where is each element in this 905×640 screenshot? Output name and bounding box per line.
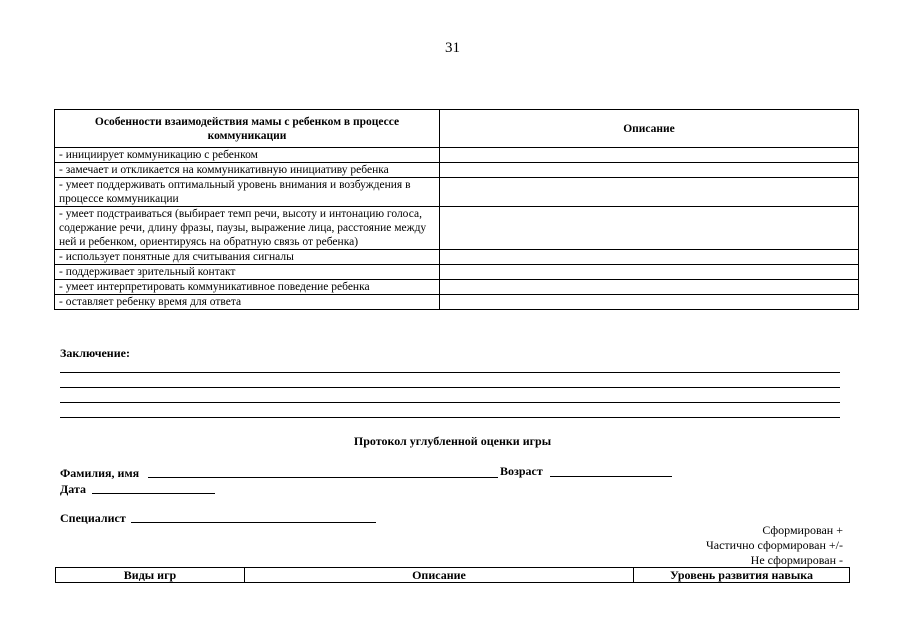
table-row — [55, 207, 859, 250]
date-label: Дата — [60, 482, 86, 496]
table-cell-feature: - поддерживает зрительный контакт — [55, 265, 440, 280]
surname-label: Фамилия, имя — [60, 466, 140, 480]
conclusion-line[interactable] — [60, 372, 840, 373]
table-cell-description[interactable] — [440, 148, 859, 163]
table-cell-description[interactable] — [440, 207, 859, 250]
table-cell-feature: - оставляет ребенку время для ответа — [55, 295, 440, 310]
conclusion-label: Заключение: — [60, 346, 130, 360]
table-cell-feature: - замечает и откликается на коммуникативную инициативу ребенка — [55, 163, 440, 178]
date-field[interactable] — [92, 493, 215, 494]
table-col-description-header: Описание — [440, 110, 859, 148]
games-table — [55, 567, 850, 583]
table-row — [55, 148, 859, 163]
conclusion-line[interactable] — [60, 387, 840, 388]
conclusion-line[interactable] — [60, 417, 840, 418]
age-field[interactable] — [550, 476, 672, 477]
specialist-field[interactable] — [131, 522, 376, 523]
table-cell-description[interactable] — [440, 265, 859, 280]
table-row — [55, 280, 859, 295]
table-cell-description[interactable] — [440, 163, 859, 178]
table-header-row — [56, 568, 850, 583]
table-row — [55, 295, 859, 310]
table-col-skill-level-header: Уровень развития навыка — [634, 568, 850, 583]
table-cell-feature: - умеет интерпретировать коммуникативное поведение ребенка — [55, 280, 440, 295]
conclusion-line[interactable] — [60, 402, 840, 403]
table-row — [55, 163, 859, 178]
page-number: 31 — [445, 40, 460, 56]
table-row — [55, 178, 859, 207]
specialist-label: Специалист — [60, 511, 126, 525]
table-row — [55, 265, 859, 280]
table-cell-feature: - инициирует коммуникацию с ребенком — [55, 148, 440, 163]
table-cell-description[interactable] — [440, 250, 859, 265]
table-cell-feature: - использует понятные для считывания сигналы — [55, 250, 440, 265]
protocol-title: Протокол углубленной оценки игры — [353, 434, 552, 448]
table-cell-description[interactable] — [440, 178, 859, 207]
table-col-game-types-header: Виды игр — [56, 568, 245, 583]
table-col-features-header: Особенности взаимодействия мамы с ребенком в процессе коммуникации — [55, 110, 440, 148]
table-cell-description[interactable] — [440, 280, 859, 295]
table-row — [55, 250, 859, 265]
table-cell-description[interactable] — [440, 295, 859, 310]
surname-field[interactable] — [148, 477, 498, 478]
table-header-row — [55, 110, 859, 148]
table-col-description-header: Описание — [245, 568, 634, 583]
legend-formed: Сформирован + — [762, 523, 843, 537]
table-cell-feature: - умеет подстраиваться (выбирает темп речи, высоту и интонацию голоса, содержание речи, длину фразы, паузы, выражение лица, расстояние между ней и ребенком, ориентируясь на обратную связь от ребенка) — [55, 207, 440, 250]
table-cell-feature: - умеет поддерживать оптимальный уровень внимания и возбуждения в процессе коммуникации — [55, 178, 440, 207]
age-label: Возраст — [500, 464, 543, 478]
interaction-table — [54, 109, 859, 310]
legend-partially-formed: Частично сформирован +/- — [705, 538, 843, 552]
legend-not-formed: Не сформирован - — [750, 553, 843, 567]
